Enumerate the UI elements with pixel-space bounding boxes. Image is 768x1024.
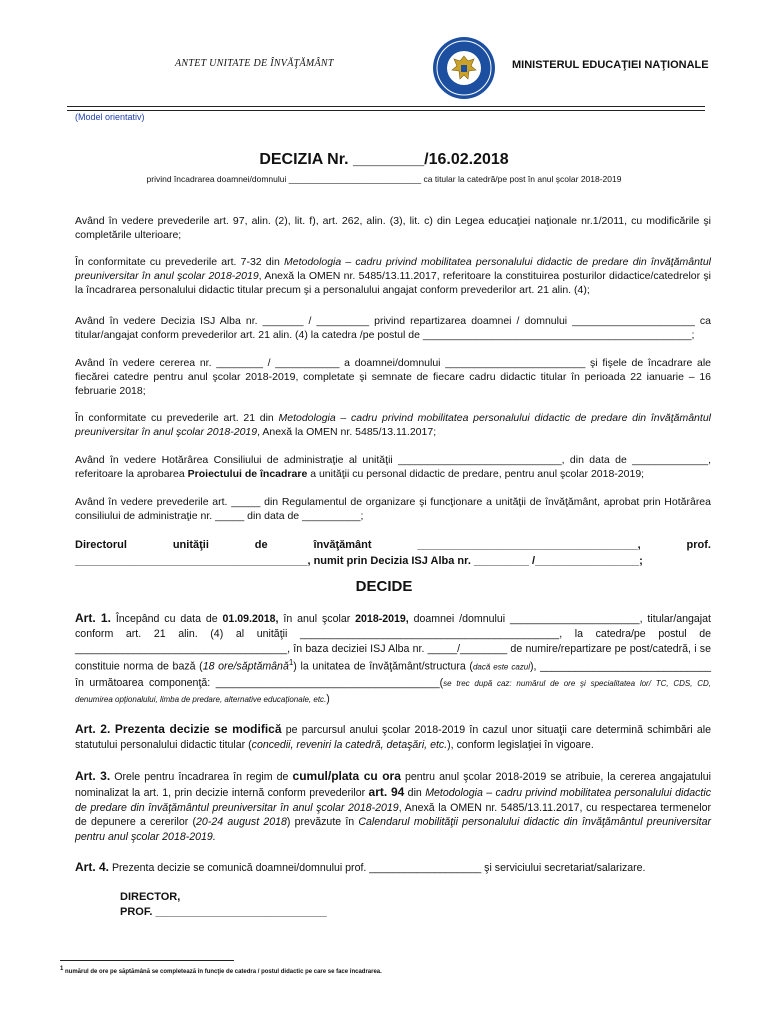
paragraph-legal-basis xyxy=(75,214,711,242)
text-run: În conformitate cu prevederile art. 21 din xyxy=(75,412,279,424)
school-header-placeholder: ANTET UNITATE DE ÎNVĂŢĂMÂNT xyxy=(175,58,334,69)
methodology-title: Metodologia – cadru privind mobilitatea personalului didactic de predare din învăţământul preuniversitar în anul şcolar 2018-2019 xyxy=(75,786,711,814)
paragraph-text: Având în vedere cererea nr. ________ / ___________ a doamnei/domnului ________________________ şi fişele de încadrare ale fiecărei catedre pentru anul şcolar 2018-2019, completate şi semnate de fiecare cadru didactic titular în perioada 22 ianuarie – 16 februarie 2018; xyxy=(75,357,711,397)
decision-title: DECIZIA Nr. ________/16.02.2018 xyxy=(259,151,509,168)
footnote xyxy=(60,966,382,975)
text-run: Orele pentru încadrarea în regim de xyxy=(110,771,293,783)
start-date: 01.09.2018, xyxy=(222,613,279,625)
paragraph-board-decision xyxy=(75,453,711,481)
text-run: ) la unitatea de învăţământ/structura ( xyxy=(293,660,473,673)
text-run: Având în vedere Hotărârea Consiliului de administraţie al unităţii ____________________________, din data de _____________, referitoare la aprobarea xyxy=(75,454,711,480)
article-text xyxy=(75,611,711,707)
text-run: ), _____________________________ în următoarea componenţă: ______________________________________( xyxy=(75,660,711,689)
paragraph-regulation xyxy=(75,495,711,523)
text-run: pe parcursul anului şcolar 2018-2019 în cazul unor situaţii care determină schimbări ale statutului personalului didactic titular ( xyxy=(75,724,711,751)
text-run: , Anexă la OMEN nr. 5485/13.11.2017, cu respectarea termenelor de depunere a cererilor ( xyxy=(75,801,711,829)
text-run: Prezenta decizie se comunică doamnei/domnului prof. ___________________ şi serviciului secretariat/salarizare. xyxy=(109,862,646,874)
paragraph-isj-decision xyxy=(75,314,711,342)
footnote-mark: 1 xyxy=(60,966,64,972)
deadline-dates: 20-24 august 2018 xyxy=(196,816,287,829)
paragraph-text xyxy=(75,453,711,481)
text-run: ) prevăzute în xyxy=(286,816,359,829)
footnote-ref: 1 xyxy=(288,658,294,668)
article-label: Art. 4. xyxy=(75,860,110,874)
text-run: art. 94 xyxy=(368,784,405,799)
paragraph-text: Având în vedere prevederile art. _____ din Regulamentul de organizare şi funcţionare a unităţii de învăţământ, aprobat prin Hotărârea consiliului de administraţie nr. _____ din data de __________; xyxy=(75,496,711,522)
text-run: dacă este cazul xyxy=(472,662,530,672)
paragraph-methodology xyxy=(75,255,711,297)
text-run: ), conform legislaţiei în vigoare. xyxy=(447,738,594,751)
text-run: , Anexă la OMEN nr. 5485/13.11.2017; xyxy=(257,426,437,438)
text-run: în anul şcolar xyxy=(278,613,356,625)
decision-subtitle: privind încadrarea doamnei/domnului ____________________________ ca titular la catedră/pe post în anul şcolar 2018-2019 xyxy=(146,174,622,184)
decide-heading: DECIDE xyxy=(355,578,413,595)
header-divider xyxy=(67,106,705,107)
article-label: Art. 2. Prezenta decizie se modifică xyxy=(75,722,282,736)
signature-title: DIRECTOR, xyxy=(120,891,181,903)
signature-line: PROF. ____________________________ xyxy=(120,906,327,918)
text-run: , Anexă la OMEN nr. 5485/13.11.2017, referitoare la constituirea posturilor didactice/catedrelor şi la încadrarea personalului didactic titular precum şi a personalului angajat conform prevederilor art. 21 alin. (4); xyxy=(75,270,711,296)
article-text xyxy=(75,769,711,845)
text-run: Începând cu data de xyxy=(110,613,223,625)
text-run: În conformitate cu prevederile art. 7-32 din xyxy=(75,256,284,268)
text-run: concedii, reveniri la catedră, detaşări, etc. xyxy=(251,738,448,751)
footnote-text: numărul de ore pe săptămână se completează în funcţie de catedra / postul didactic pe care se face încadrarea. xyxy=(63,969,382,975)
government-seal-logo xyxy=(432,36,496,100)
ministry-name: MINISTERUL EDUCAŢIEI NAŢIONALE xyxy=(512,59,709,71)
article-text xyxy=(75,722,711,753)
calendar-title: Calendarul mobilităţii personalului didactic din învăţământul preuniversitar pentru anul şcolar 2018-2019. xyxy=(75,816,711,844)
composition-note: se trec după caz: numărul de ore şi specialitatea lor/ TC, CDS, CD, denumirea opţionalului, limba de predare, alternative educaţionale, etc. xyxy=(75,678,711,704)
paragraph-text xyxy=(75,255,711,297)
paragraph-text: Având în vedere Decizia ISJ Alba nr. _______ / _________ privind repartizarea doamnei / domnului _____________________ ca titular/angajat conform prevederilor art. 21 alin. (4) la catedra /pe postul de ______________________________________________; xyxy=(75,315,711,341)
text-run: a unităţii cu personal didactic de predare, pentru anul şcolar 2018-2019; xyxy=(307,468,645,480)
norm-hours: 18 ore/săptămână xyxy=(202,660,289,673)
article-label: Art. 3. xyxy=(75,769,111,783)
text-run: cumul/plata cu ora xyxy=(292,769,401,783)
header-divider-thin xyxy=(67,110,705,111)
methodology-title: Metodologia – cadru privind mobilitatea personalului didactic de predare din învăţământul preuniversitar în anul şcolar 2018-2019 xyxy=(75,256,711,282)
paragraph-request xyxy=(75,356,711,398)
article-4 xyxy=(75,860,711,876)
article-text xyxy=(75,860,711,876)
paragraph-text: Având în vedere prevederile art. 97, alin. (2), lit. f), art. 262, alin. (3), lit. c) din Legea educaţiei naţionale nr.1/2011, cu modificările şi completările ulterioare; xyxy=(75,215,711,241)
paragraph-text xyxy=(75,411,711,439)
director-clause xyxy=(75,537,711,569)
signature-block xyxy=(120,890,327,920)
methodology-title: Metodologia – cadru privind mobilitatea personalului didactic de predare din învăţământul preuniversitar în anul şcolar 2018-2019 xyxy=(75,412,711,438)
text-run: doamnei /domnului ______________________, titular/angajat conform art. 21 alin. (4) al unităţii ____________________________________________, la catedra/pe postul de ____________________________________, în baza deciziei ISJ Alba nr. _____/________ de numire/repartizare pe post/catedră, i se constituie norma de bază ( xyxy=(75,613,711,673)
article-1 xyxy=(75,611,711,707)
paragraph-text: Directorul unităţii de învăţământ ____________________________________, prof. ______________________________________, numit prin Decizia ISJ Alba nr. _________ /_________________; xyxy=(75,539,711,567)
text-run: ) xyxy=(326,692,330,705)
text-run: din xyxy=(404,786,426,799)
project-name: Proiectului de încadrare xyxy=(187,468,308,480)
footnote-divider xyxy=(60,960,234,961)
article-label: Art. 1. xyxy=(75,611,111,625)
article-2 xyxy=(75,722,711,753)
model-note: (Model orientativ) xyxy=(75,112,145,122)
article-3 xyxy=(75,769,711,845)
school-year: 2018-2019, xyxy=(355,613,409,625)
paragraph-art21 xyxy=(75,411,711,439)
text-run: pentru anul şcolar 2018-2019 se atribuie, la cererea angajatului nominalizat la art. 1, prin decizie internă conform prevederilor xyxy=(75,771,712,799)
